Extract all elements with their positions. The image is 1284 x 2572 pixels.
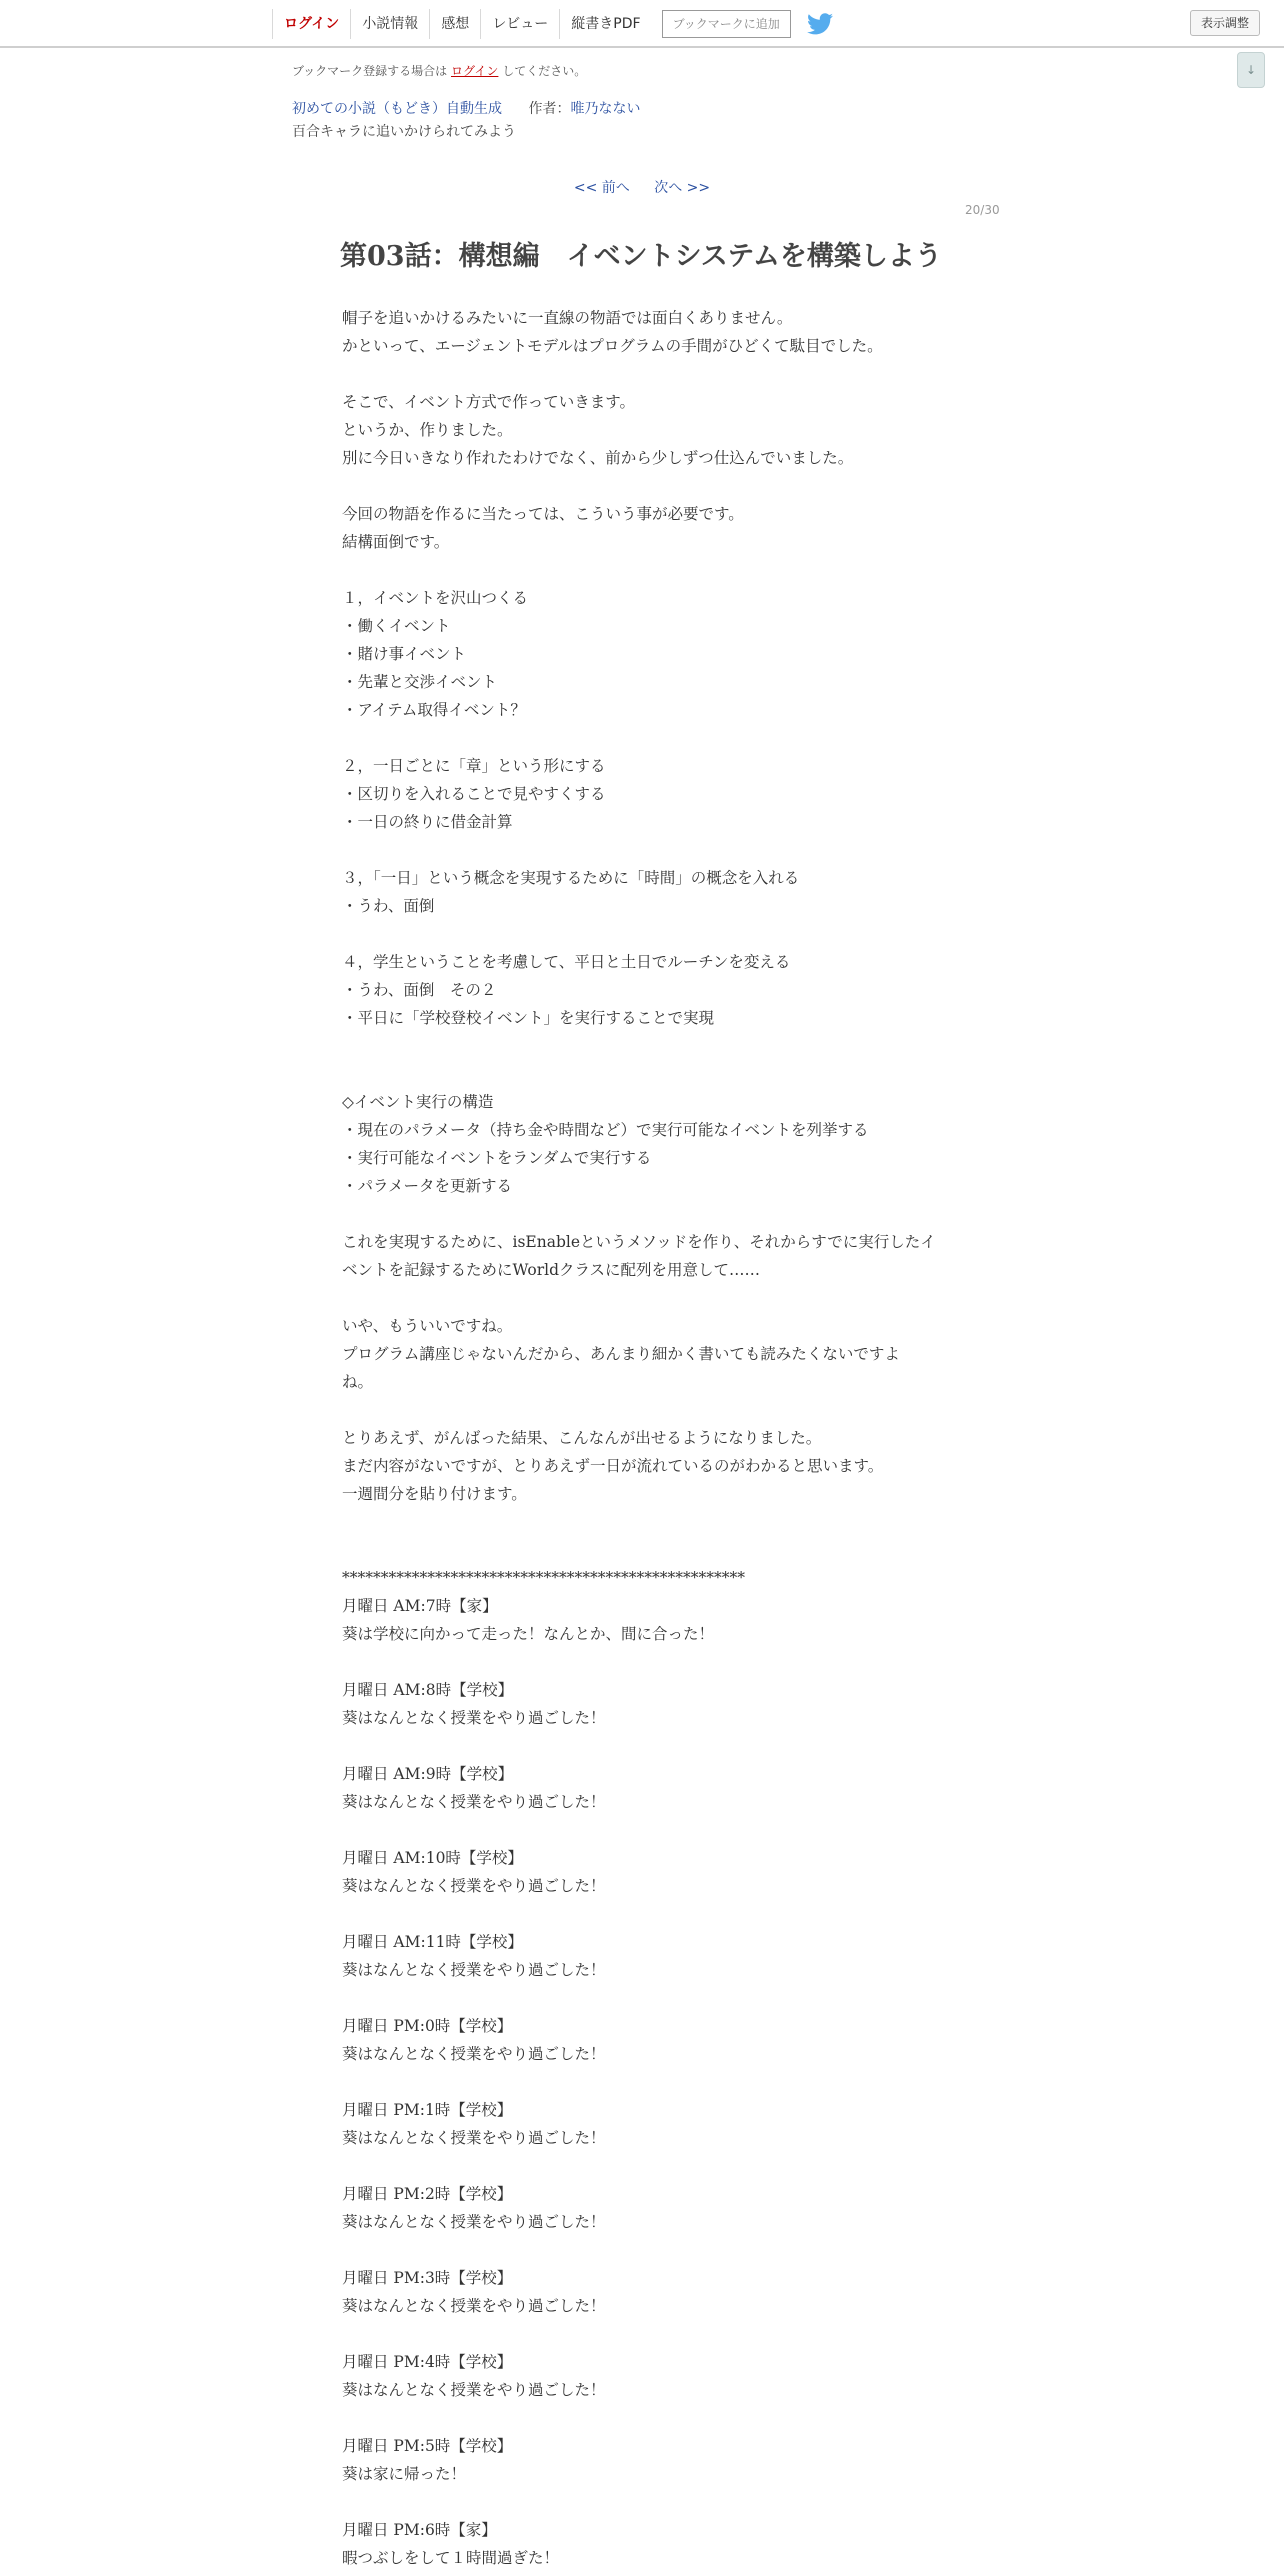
body-line: これを実現するために、isEnableというメソッドを作り、それからすでに実行したイ: [342, 1233, 936, 1251]
body-line: [342, 2488, 942, 2516]
top-bar: [0, 0, 1284, 48]
author-link[interactable]: 唯乃なない: [570, 101, 641, 117]
body-line: 帽子を追いかけるみたいに一直線の物語では面白くありません。: [342, 309, 793, 327]
body-line: １，イベントを沢山つくる: [342, 589, 529, 607]
body-line: [342, 1900, 942, 1928]
body-line: [342, 2404, 942, 2432]
body-line: [342, 1648, 942, 1676]
body-line: 葵はなんとなく授業をやり過ごした！: [342, 2297, 606, 2315]
series-info: [292, 98, 640, 118]
author-label: 作者：: [528, 101, 571, 117]
body-line: ・うわ、面倒: [342, 897, 435, 915]
body-line: [342, 724, 942, 752]
body-line: ・パラメータを更新する: [342, 1177, 513, 1195]
body-line: 葵はなんとなく授業をやり過ごした！: [342, 1793, 606, 1811]
body-line: 葵はなんとなく授業をやり過ごした！: [342, 2129, 606, 2147]
body-line: ・現在のパラメータ（持ち金や時間など）で実行可能なイベントを列挙する: [342, 1121, 869, 1139]
display-settings-button[interactable]: 表示調整: [1190, 10, 1260, 36]
body-line: 月曜日 AM:10時【学校】: [342, 1849, 523, 1867]
body-line: 葵はなんとなく授業をやり過ごした！: [342, 1961, 606, 1979]
body-line: [342, 1396, 942, 1424]
body-line: ・実行可能なイベントをランダムで実行する: [342, 1149, 652, 1167]
body-line: [342, 1284, 942, 1312]
body-line: 月曜日 AM:9時【学校】: [342, 1765, 514, 1783]
page-counter: 20/30: [965, 203, 1000, 217]
body-line: 葵はなんとなく授業をやり過ごした！: [342, 2213, 606, 2231]
body-line: 葵は家に帰った！: [342, 2465, 467, 2483]
body-line: 結構面倒です。: [342, 533, 450, 551]
pager: [0, 177, 1284, 197]
body-line: 今回の物語を作るに当たっては、こういう事が必要です。: [342, 505, 744, 523]
body-line: ****************************************************: [342, 1569, 745, 1587]
body-line: 月曜日 AM:8時【学校】: [342, 1681, 514, 1699]
body-line: 葵はなんとなく授業をやり過ごした！: [342, 2045, 606, 2063]
series-title-link[interactable]: 初めての小説（もどき）自動生成: [292, 101, 502, 117]
nav-vertical-pdf[interactable]: 縦書きPDF: [559, 9, 651, 39]
body-line: ◇イベント実行の構造: [342, 1093, 494, 1111]
body-line: 葵はなんとなく授業をやり過ごした！: [342, 1877, 606, 1895]
body-line: 暇つぶしをして１時間過ぎた！: [342, 2549, 560, 2567]
body-line: [342, 920, 942, 948]
body-line: [342, 1732, 942, 1760]
chapter-body: [342, 304, 942, 2572]
body-line: ・アイテム取得イベント？: [342, 701, 526, 719]
body-line: ３，「一日」という概念を実現するために「時間」の概念を入れる: [342, 869, 800, 887]
body-line: 月曜日 PM:0時【学校】: [342, 2017, 513, 2035]
body-line: [342, 556, 942, 584]
body-line: 月曜日 PM:2時【学校】: [342, 2185, 513, 2203]
body-line: [342, 1536, 942, 1564]
body-line: [342, 1816, 942, 1844]
body-line: ね。: [342, 1373, 374, 1391]
body-line: ・区切りを入れることで見やすくする: [342, 785, 606, 803]
body-line: 月曜日 PM:4時【学校】: [342, 2353, 513, 2371]
body-line: [342, 1984, 942, 2012]
body-line: [342, 2320, 942, 2348]
body-line: ・一日の終りに借金計算: [342, 813, 513, 831]
bookmark-login-link[interactable]: ログイン: [451, 64, 499, 78]
top-nav: [272, 8, 833, 40]
body-line: 月曜日 AM:11時【学校】: [342, 1933, 523, 1951]
body-line: とりあえず、がんばった結果、こんなんが出せるようになりました。: [342, 1429, 822, 1447]
novel-subtitle: 百合キャラに追いかけられてみよう: [292, 124, 516, 140]
next-page-link[interactable]: 次へ >>: [654, 180, 711, 196]
nav-novel-info[interactable]: 小説情報: [350, 9, 429, 39]
body-line: [342, 2068, 942, 2096]
bookmark-note-prefix: ブックマーク登録する場合は: [292, 64, 448, 78]
body-line: いや、もういいですね。: [342, 1317, 513, 1335]
nav-impressions[interactable]: 感想: [429, 9, 480, 39]
body-line: 月曜日 PM:3時【学校】: [342, 2269, 513, 2287]
body-line: ・先輩と交渉イベント: [342, 673, 498, 691]
body-line: ・賭け事イベント: [342, 645, 467, 663]
bookmark-note-suffix: してください。: [502, 64, 587, 78]
body-line: ４，学生ということを考慮して、平日と土日でルーチンを変える: [342, 953, 791, 971]
body-line: 葵は学校に向かって走った！なんとか、間に合った！: [342, 1625, 715, 1643]
body-line: ・平日に「学校登校イベント」を実行することで実現: [342, 1009, 715, 1027]
body-line: [342, 2236, 942, 2264]
body-line: まだ内容がないですが、とりあえず一日が流れているのがわかると思います。: [342, 1457, 884, 1475]
body-line: 月曜日 PM:1時【学校】: [342, 2101, 513, 2119]
body-line: 月曜日 PM:6時【家】: [342, 2521, 497, 2539]
body-line: 葵はなんとなく授業をやり過ごした！: [342, 2381, 606, 2399]
body-line: [342, 1060, 942, 1088]
body-line: そこで、イベント方式で作っていきます。: [342, 393, 635, 411]
body-line: ２，一日ごとに「章」という形にする: [342, 757, 606, 775]
body-line: [342, 2152, 942, 2180]
body-line: [342, 1508, 942, 1536]
body-line: 一週間分を貼り付けます。: [342, 1485, 527, 1503]
nav-review[interactable]: レビュー: [480, 9, 559, 39]
body-line: 別に今日いきなり作れたわけでなく、前から少しずつ仕込んでいました。: [342, 449, 854, 467]
body-line: 月曜日 AM:7時【家】: [342, 1597, 498, 1615]
scroll-down-button[interactable]: ↓: [1237, 52, 1265, 88]
twitter-icon[interactable]: [807, 13, 833, 35]
body-line: ・うわ、面倒 その２: [342, 981, 497, 999]
body-line: ベントを記録するためにWorldクラスに配列を用意して……: [342, 1261, 761, 1279]
body-line: ・働くイベント: [342, 617, 451, 635]
body-line: 月曜日 PM:5時【学校】: [342, 2437, 513, 2455]
body-line: かといって、エージェントモデルはプログラムの手間がひどくて駄目でした。: [342, 337, 883, 355]
body-line: プログラム講座じゃないんだから、あんまり細かく書いても読みたくないですよ: [342, 1345, 900, 1363]
chapter-title: 第03話：構想編 イベントシステムを構築しよう: [340, 241, 942, 272]
body-line: というか、作りました。: [342, 421, 513, 439]
body-line: [342, 836, 942, 864]
body-line: [342, 1200, 942, 1228]
add-bookmark-button[interactable]: ブックマークに追加: [662, 10, 791, 38]
prev-page-link[interactable]: << 前へ: [573, 180, 630, 196]
bookmark-note: [292, 62, 586, 79]
nav-login[interactable]: ログイン: [272, 9, 350, 39]
body-line: [342, 360, 942, 388]
body-line: [342, 1032, 942, 1060]
body-line: [342, 472, 942, 500]
body-line: 葵はなんとなく授業をやり過ごした！: [342, 1709, 606, 1727]
